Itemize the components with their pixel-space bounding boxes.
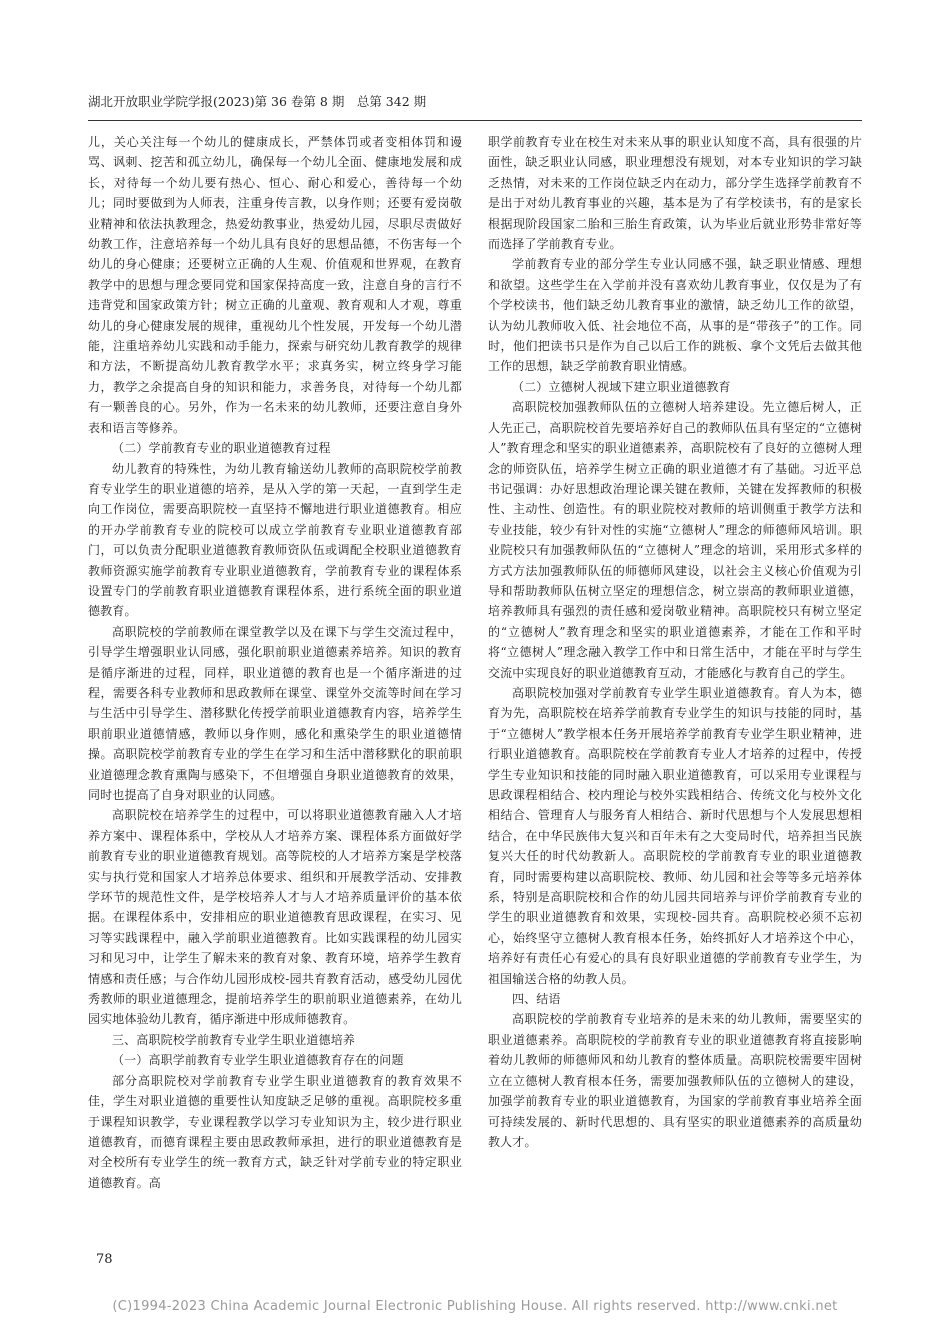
body-paragraph: 职学前教育专业在校生对未来从事的职业认知度不高，具有很强的片面性，缺乏职业认同感，职业理想没有规划，对本专业知识的学习缺乏热情，对未来的工作岗位缺乏内在动力，部分学生选择学前教育不是出于对幼儿教育事业的兴趣，基本是为了有学校读书，有的是家长根据现阶段国家二胎和三胎生育政策，认为毕业后就业形势非常好等而选择了学前教育专业。 xyxy=(488,135,862,252)
body-paragraph: 高职院校加强对学前教育专业学生职业道德教育。育人为本，德育为先，高职院校在培养学前教育专业学生的知识与技能的同时，基于“立德树人”教学根本任务开展培养学前教育专业学生职业精神，进行职业道德教育。高职院校在学前教育专业人才培养的过程中，传授学生专业知识和技能的同时融入职业道德教育，可以采用专业课程与思政课程相结合、校内理论与校外实践相结合、传统文化与校外文化相结合、管理育人与服务育人相结合、新时代思想与个人发展思想相结合，在中华民族伟大复兴和百年未有之大变局时代，培养担当民族复兴大任的时代幼教新人。高职院校的学前教育专业的职业道德教育，同时需要构建以高职院校、教师、幼儿园和社会等等多元培养体系，特别是高职院校和合作的幼儿园共同培养与评价学前教育专业的学生的职业道德教育和效果，实现校-园共育。高职院校必须不忘初心，始终坚守立德树人教育根本任务，始终抓好人才培养这个中心，培养好有责任心有爱心的具有良好职业道德的学前教育专业学生，为祖国输送合格的幼教人员。 xyxy=(488,685,862,986)
body-paragraph: 高职院校的学前教师在课堂教学以及在课下与学生交流过程中，引导学生增强职业认同感，强化职前职业道德素养培养。知识的教育是循序渐进的过程，同样，职业道德的教育也是一个循序渐进的过程，需要各科专业教师和思政教师在课堂、课堂外交流等时间在学习与生活中引导学生、潜移默化传授学前职业道德教育内容，培养学生职前职业道德情感，教师以身作则，感化和熏染学生的职业道德情操。高职院校学前教育专业的学生在学习和生活中潜移默化的职前职业道德理念教育熏陶与感染下，不但增强自身职业道德教育的效果，同时也提高了自身对职业的认同感。 xyxy=(88,624,462,802)
body-paragraph: 高职院校加强教师队伍的立德树人培养建设。先立德后树人，正人先正己，高职院校首先要培养好自己的教师队伍具有坚定的“立德树人”教育理念和坚实的职业道德素养，高职院校有了良好的立德树人理念的师资队伍，培养学生树立正确的职业道德才有了基础。习近平总书记强调：办好思想政治理论课关键在教师，关键在发挥教师的积极性、主动性、创造性。有的职业院校对教师的培训侧重于教学方法和专业技能，较少有针对性的实施“立德树人”理念的师德师风培训。职业院校只有加强教师队伍的“立德树人”理念的培训，采用形式多样的方式方法加强教师队伍的师德师风建设，以社会主义核心价值观为引导和帮助教师队伍树立坚定的理想信念，树立崇高的教师职业道德，培养教师具有强烈的责任感和爱岗敬业精神。高职院校只有树立坚定的“立德树人”教育理念和坚实的职业道德素养，才能在工作和平时将“立德树人”理念融入教学工作中和日常生活中，才能在平时与学生交流中实现良好的职业道德教育互动，才能感化与教育自己的学生。 xyxy=(488,400,862,680)
section-heading: 三、高职院校学前教育专业学生职业道德培养 xyxy=(112,1032,356,1047)
body-paragraph: 幼儿教育的特殊性，为幼儿教育输送幼儿教师的高职院校学前教育专业学生的职业道德的培养，是从入学的第一天起，一直到学生走向工作岗位，需要高职院校一直坚持不懈地进行职业道德教育。相应的开办学前教育专业的院校可以成立学前教育专业职业道德教育部门，可以负责分配职业道德教育教师资队伍或调配全校职业道德教育教师资源实施学前教育专业职业道德教育，学前教育专业的课程体系设置专门的学前教育职业道德教育课程体系，进行系统全面的职业道德教育。 xyxy=(88,461,462,619)
body-paragraph: 高职院校的学前教育专业培养的是未来的幼儿教师，需要坚实的职业道德素养。高职院校的学前教育专业的职业道德教育将直接影响着幼儿教师的师德师风和幼儿教育的整体质量。高职院校需要牢固树立在立德树人教育根本任务，需要加强教师队伍的立德树人的建设，加强学前教育专业的职业道德教育，为国家的学前教育事业培养全面可持续发展的、新时代思想的、具有坚实的职业道德素养的高质量幼教人才。 xyxy=(488,1012,862,1149)
page-number: 78 xyxy=(96,1252,113,1267)
section-heading: （二）立德树人视域下建立职业道德教育 xyxy=(512,379,731,394)
copyright-footer: (C)1994-2023 China Academic Journal Electronic Publishing House. All rights reserved. http://www.cnki.net xyxy=(112,1299,838,1314)
section-heading: （二）学前教育专业的职业道德教育过程 xyxy=(112,441,331,456)
body-paragraph: 学前教育专业的部分学生专业认同感不强，缺乏职业情感、理想和欲望。这些学生在入学前并没有喜欢幼儿教育事业，仅仅是为了有个学校读书，他们缺乏幼儿教育事业的激情，缺乏幼儿工作的欲望，认为幼儿教师收入低、社会地位不高，从事的是“带孩子”的工作。同时，他们把读书只是作为自己以后工作的跳板、拿个文凭后去做其他工作的思想，缺乏学前教育职业情感。 xyxy=(488,257,862,374)
body-paragraph: 高职院校在培养学生的过程中，可以将职业道德教育融入人才培养方案中、课程体系中，学校从人才培养方案、课程体系方面做好学前教育专业的职业道德教育规划。高等院校的人才培养方案是学校落实与执行党和国家人才培养总体要求、组织和开展教学活动、安排教学环节的规范性文件，是学校培养人才与人才培养质量评价的基本依据。在课程体系中，安排相应的职业道德教育思政课程，在实习、见习等实践课程中，融入学前职业道德教育。比如实践课程的幼儿园实习和见习中，让学生了解未来的教育对象、教育环境，培养学生教育情感和责任感；与合作幼儿园形成校-园共育教育活动，感受幼儿园优秀教师的职业道德理念，提前培养学生的职前职业道德素养，在幼儿园实地体验幼儿教育，循序渐进中形成师德教育。 xyxy=(88,808,462,1027)
body-paragraph: 儿，关心关注每一个幼儿的健康成长，严禁体罚或者变相体罚和谩骂、讽刺、挖苦和孤立幼儿，确保每一个幼儿全面、健康地发展和成长，对待每一个幼儿要有热心、恒心、耐心和爱心，善待每一个幼儿；同时要做到为人师表，注重身传言教，以身作则；还要有爱岗敬业精神和依法执教理念，热爱幼教事业，热爱幼儿园，尽职尽责做好幼教工作，注意培养每一个幼儿具有良好的思想品德，不伤害每一个幼儿的身心健康；还要树立正确的人生观、价值观和世界观，在教育教学中的思想与理念要同党和国家保持高度一致，注意自身的言行不违背党和国家政策方针；树立正确的儿童观、教育观和人才观，尊重幼儿的身心健康发展的规律，重视幼儿个性发展，开发每一个幼儿潜能，注重培养幼儿实践和动手能力，探索与研究幼儿教育教学的规律和方法，不断提高幼儿教育教学水平；求真务实，树立终身学习能力，教学之余提高自身的知识和能力，求善务良，对待每一个幼儿都有一颗善良的心。另外，作为一名未来的幼儿教师，还要注意自身外表和语言等修养。 xyxy=(88,135,462,435)
header-rule xyxy=(88,120,862,121)
body-paragraph: 部分高职院校对学前教育专业学生职业道德教育的教育效果不佳，学生对职业道德的重要性认知度缺乏足够的重视。高职院校多重于课程知识教学，专业课程教学以学习专业知识为主，较少进行职业道德教育，而德育课程主要由思政教师承担，进行的职业道德教育是对全校所有专业学生的统一教育方式，缺乏针对学前专业的特定职业道德教育。高 xyxy=(88,1073,462,1190)
journal-header: 湖北开放职业学院学报(2023)第 36 卷第 8 期 总第 342 期 xyxy=(88,94,427,109)
right-column xyxy=(488,132,862,1152)
left-column xyxy=(88,132,462,1193)
section-heading: 四、结语 xyxy=(512,992,561,1007)
section-heading: （一）高职学前教育专业学生职业道德教育存在的问题 xyxy=(112,1053,404,1068)
